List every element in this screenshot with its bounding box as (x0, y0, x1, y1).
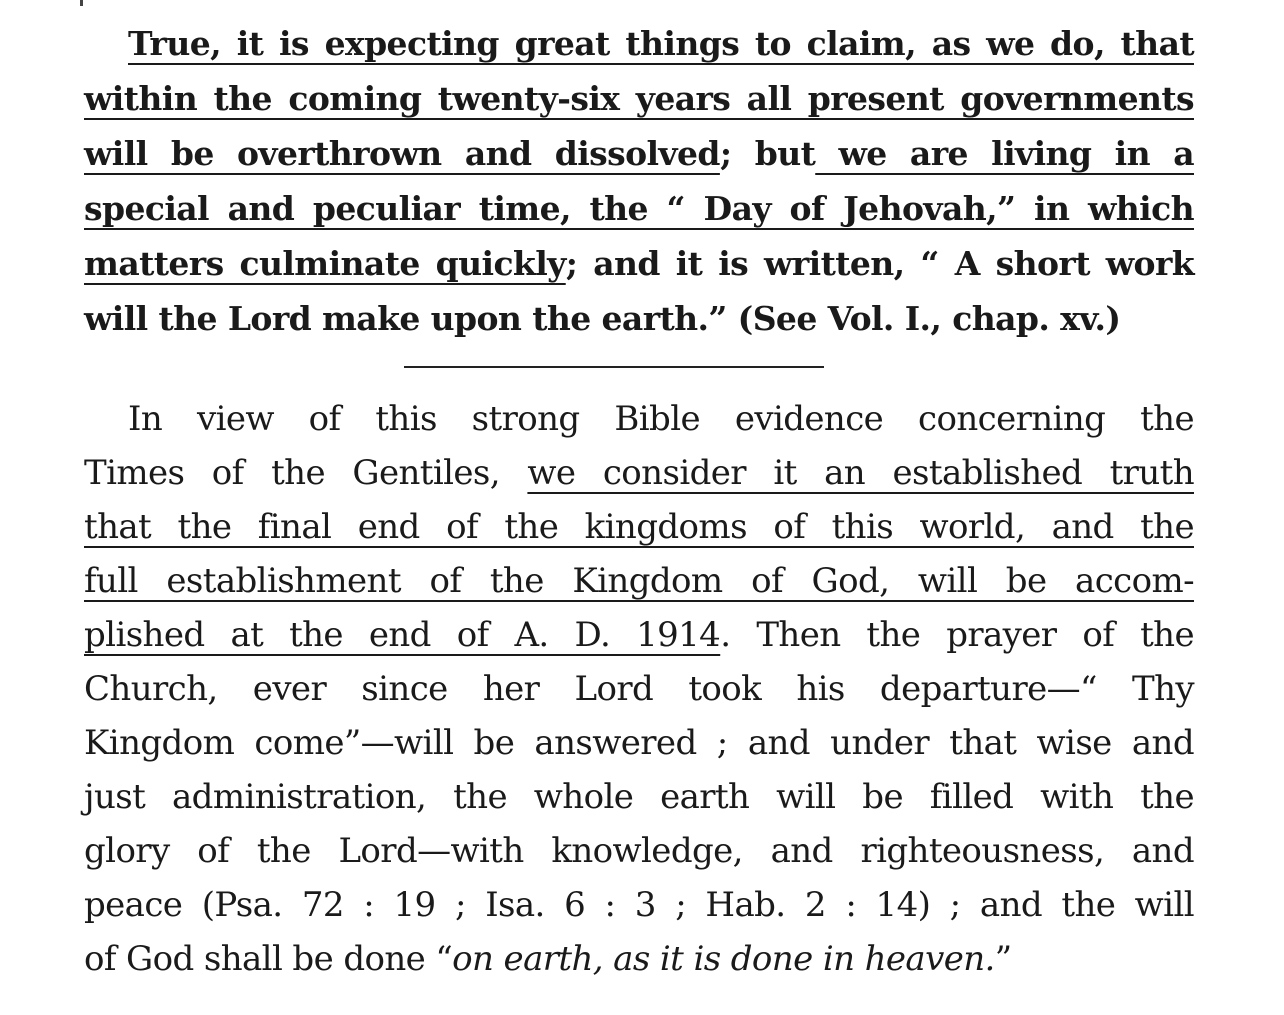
text-segment: ; and it is written, “ A short work (565, 244, 1195, 283)
text-line (84, 662, 1194, 716)
text-line (84, 16, 1194, 71)
text-line (84, 500, 1194, 554)
underlined-text: special and peculiar time, the “ Day of Jehovah,” in which (84, 189, 1194, 228)
text-line (84, 554, 1194, 608)
text-segment: Times of the Gentiles, (84, 453, 528, 493)
corner-mark (80, 0, 83, 6)
text-segment: Church, ever since her Lord took his departure—“ Thy (84, 669, 1194, 709)
text-line (84, 181, 1194, 236)
text-segment: just administration, the whole earth will be filled with the (84, 777, 1194, 817)
text-line (84, 608, 1194, 662)
text-segment: glory of the Lord—with knowledge, and righteousness, and (84, 831, 1194, 871)
text-segment: . Then the prayer of the (720, 615, 1194, 655)
text-line (84, 126, 1194, 181)
underlined-text: we are living in a (815, 134, 1194, 173)
text-segment: of God shall be done “ (84, 939, 453, 979)
text-segment: peace (Psa. 72 : 19 ; Isa. 6 : 3 ; Hab. 2 : 14) ; and the will (84, 885, 1194, 925)
underlined-text: we consider it an established truth (527, 453, 1194, 493)
text-line (84, 824, 1194, 878)
text-line (84, 71, 1194, 126)
paragraph-2 (84, 392, 1194, 986)
text-line (84, 392, 1194, 446)
text-line (84, 878, 1194, 932)
text-segment: In view of this strong Bible evidence concerning the (128, 399, 1194, 439)
underlined-text: within the coming twenty-six years all present governments (84, 79, 1194, 118)
text-line (84, 716, 1194, 770)
text-line (84, 236, 1194, 291)
underlined-text: that the final end of the kingdoms of this world, and the (84, 507, 1194, 547)
text-segment: Kingdom come”—will be answered ; and under that wise and (84, 723, 1194, 763)
underlined-text: will be overthrown and dissolved (84, 134, 720, 173)
section-divider (404, 366, 824, 368)
text-segment: ” (994, 939, 1012, 979)
underlined-text: plished at the end of A. D. 1914 (84, 615, 721, 655)
text-line (84, 446, 1194, 500)
underlined-text: matters culminate quickly (84, 244, 566, 283)
underlined-text: full establishment of the Kingdom of God, will be accom- (84, 561, 1194, 601)
text-line (84, 932, 1194, 986)
underlined-text: True, it is expecting great things to claim, as we do, that (128, 24, 1194, 63)
text-segment: will the Lord make upon the earth.” (See Vol. I., chap. xv.) (84, 299, 1121, 338)
paragraph-1 (84, 16, 1194, 346)
text-line (84, 291, 1194, 346)
text-segment: ; but (719, 134, 816, 173)
italic-text: on earth, as it is done in heaven. (452, 939, 995, 979)
text-line (84, 770, 1194, 824)
